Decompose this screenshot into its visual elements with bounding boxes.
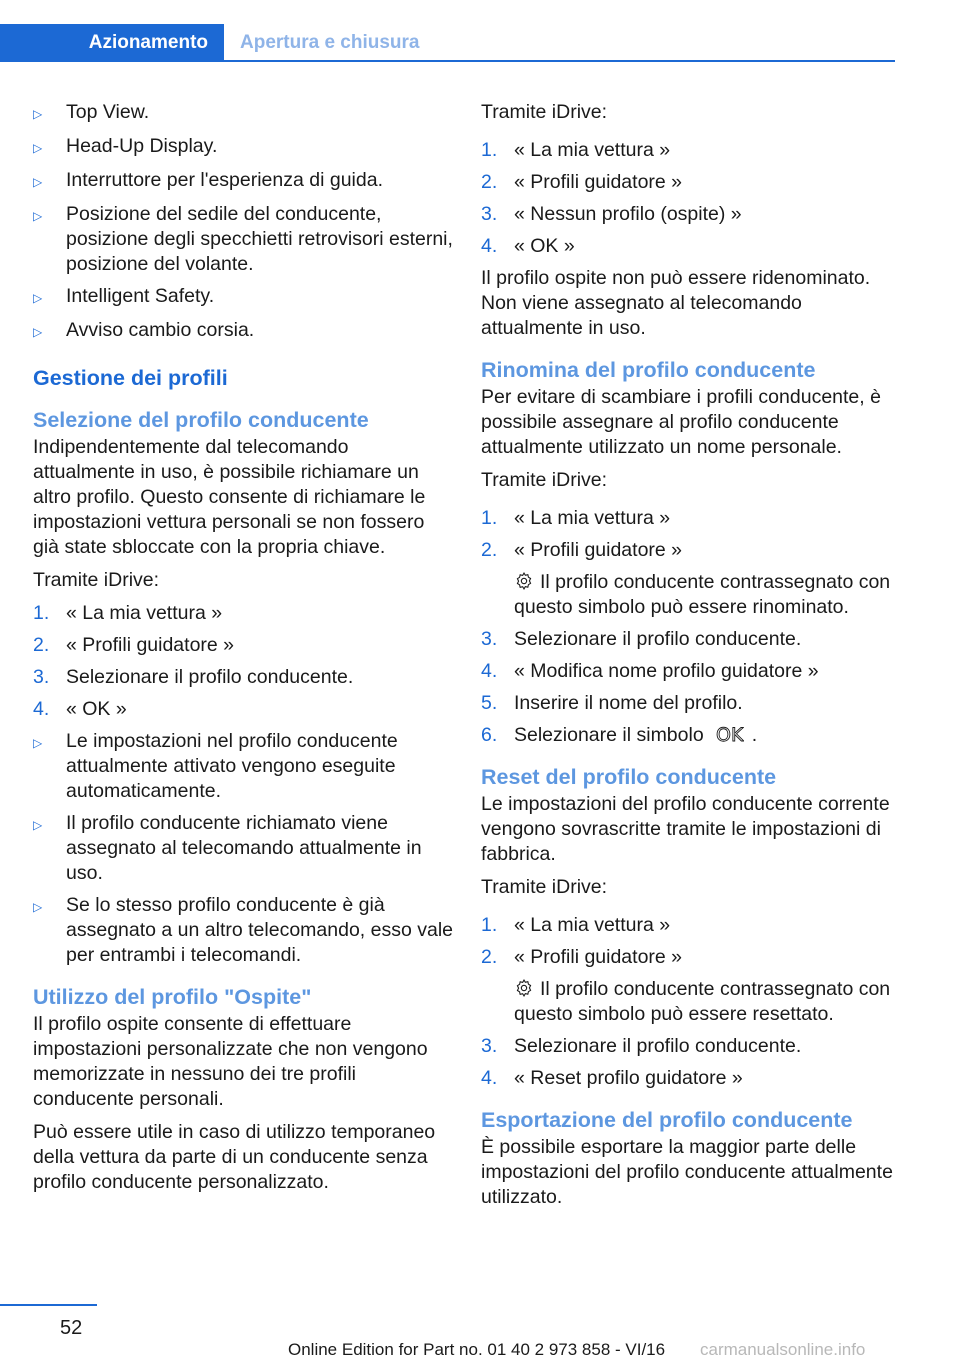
list-item: 2. « Profili guidatore » bbox=[481, 171, 683, 193]
list-item: 1. « La mia vettura » bbox=[481, 139, 671, 161]
paragraph-rinomina: Per evitare di scambiare i profili conducente, è possibile assegnare al profilo conducente attualmente utilizzato un nome personale. bbox=[481, 386, 881, 458]
feature-list bbox=[33, 100, 453, 345]
tramite-idrive-label: Tramite iDrive: bbox=[481, 101, 608, 123]
list-item: 4. « OK » bbox=[33, 698, 127, 720]
gear-icon bbox=[514, 978, 534, 998]
list-item-note: Il profilo conducente contrassegnato con questo simbolo può essere rinominato. bbox=[514, 571, 891, 618]
left-column bbox=[33, 100, 453, 1203]
header-tabs bbox=[0, 24, 895, 62]
paragraph-ospite-note: Il profilo ospite non può essere ridenominato. Non viene assegnato al telecomando attualmente in uso. bbox=[481, 267, 871, 339]
footer-rule bbox=[0, 1304, 97, 1306]
triangle-bullet-icon: ▷ bbox=[33, 818, 43, 832]
triangle-bullet-icon: ▷ bbox=[33, 209, 43, 223]
list-item: 2. « Profili guidatore » bbox=[481, 946, 683, 968]
list-item: 5. Inserire il nome del profilo. bbox=[481, 692, 743, 714]
triangle-bullet-icon: ▷ bbox=[33, 107, 43, 121]
right-column bbox=[481, 100, 901, 1218]
steps-rinomina bbox=[481, 506, 901, 748]
paragraph-ospite-2: Può essere utile in caso di utilizzo temporaneo della vettura da parte di un conducente senza profilo conducente personalizzato. bbox=[33, 1121, 436, 1193]
paragraph-ospite-1: Il profilo ospite consente di effettuare impostazioni personalizzate che non vengono memorizzate in nessuno dei tre profili conducente personali. bbox=[33, 1013, 428, 1110]
triangle-bullet-icon: ▷ bbox=[33, 291, 43, 305]
edition-info: Online Edition for Part no. 01 40 2 973 858 - VI/16 bbox=[288, 1340, 666, 1359]
list-item: 3. Selezionare il profilo conducente. bbox=[33, 666, 354, 688]
header-rule bbox=[0, 60, 895, 62]
list-item: 1. « La mia vettura » bbox=[481, 914, 671, 936]
list-item: 4. « Modifica nome profilo guidatore » bbox=[481, 660, 819, 682]
heading-profilo-ospite: Utilizzo del profilo "Ospite" bbox=[33, 985, 312, 1009]
page-number: 52 bbox=[60, 1317, 83, 1339]
list-item: ▷ Interruttore per l'esperienza di guida. bbox=[33, 168, 453, 195]
heading-rinomina-profilo: Rinomina del profilo conducente bbox=[481, 358, 816, 382]
list-item: 4. « Reset profilo guidatore » bbox=[481, 1067, 743, 1089]
list-item: 1. « La mia vettura » bbox=[33, 602, 223, 624]
steps-reset bbox=[481, 913, 901, 1091]
triangle-bullet-icon: ▷ bbox=[33, 141, 43, 155]
triangle-bullet-icon: ▷ bbox=[33, 175, 43, 189]
list-item: 3. Selezionare il profilo conducente. bbox=[481, 628, 802, 650]
list-item: 6. Selezionare il simbolo OK . bbox=[481, 724, 758, 746]
tramite-idrive-label: Tramite iDrive: bbox=[33, 569, 160, 591]
heading-esportazione-profilo: Esportazione del profilo conducente bbox=[481, 1108, 853, 1132]
list-item: ▷ Posizione del sedile del conducente, posizione degli specchietti retrovisori esterni, posizione del volante. bbox=[33, 203, 453, 275]
watermark: carmanualsonline.info bbox=[700, 1340, 866, 1359]
paragraph-reset: Le impostazioni del profilo conducente corrente vengono sovrascritte tramite le impostazioni di fabbrica. bbox=[481, 793, 890, 865]
tab-azionamento-label: Azionamento bbox=[88, 32, 208, 53]
tramite-idrive-label: Tramite iDrive: bbox=[481, 876, 608, 898]
triangle-bullet-icon: ▷ bbox=[33, 325, 43, 339]
triangle-bullet-icon: ▷ bbox=[33, 736, 43, 750]
list-item-note: Il profilo conducente contrassegnato con questo simbolo può essere resettato. bbox=[514, 978, 891, 1025]
svg-text:OK: OK bbox=[715, 724, 744, 745]
tab-apertura-chiusura[interactable] bbox=[224, 24, 420, 62]
ok-symbol-icon bbox=[714, 723, 744, 745]
triangle-bullet-icon: ▷ bbox=[33, 900, 43, 914]
steps-ospite bbox=[481, 138, 901, 259]
list-item: 3. « Nessun profilo (ospite) » bbox=[481, 203, 742, 225]
heading-gestione-profili: Gestione dei profili bbox=[33, 366, 228, 390]
list-item: ▷ Il profilo conducente richiamato viene assegnato al telecomando attualmente in uso. bbox=[33, 812, 422, 884]
list-item: ▷ Head-Up Display. bbox=[33, 134, 453, 161]
steps-selezione bbox=[33, 601, 453, 722]
list-item: 1. « La mia vettura » bbox=[481, 507, 671, 529]
tramite-idrive-label: Tramite iDrive: bbox=[481, 469, 608, 491]
tab-azionamento[interactable] bbox=[0, 24, 224, 62]
list-item: ▷ Se lo stesso profilo conducente è già assegnato a un altro telecomando, esso vale per entrambi i telecomandi. bbox=[33, 894, 454, 966]
paragraph-esportazione: È possibile esportare la maggior parte delle impostazioni del profilo conducente attualmente utilizzato. bbox=[481, 1136, 893, 1208]
notes-selezione bbox=[33, 729, 453, 968]
list-item: ▷ Le impostazioni nel profilo conducente attualmente attivato vengono eseguite automaticamente. bbox=[33, 730, 398, 802]
list-item: 2. « Profili guidatore » bbox=[33, 634, 235, 656]
tab-apertura-chiusura-label: Apertura e chiusura bbox=[240, 32, 420, 53]
gear-icon bbox=[514, 571, 534, 591]
paragraph-selezione: Indipendentemente dal telecomando attualmente in uso, è possibile richiamare un altro profilo. Questo consente di richiamare le impostazioni vettura personali se non fossero già state sbloccate con la propria chiave. bbox=[33, 436, 426, 558]
list-item: 4. « OK » bbox=[481, 235, 575, 257]
list-item: 3. Selezionare il profilo conducente. bbox=[481, 1035, 802, 1057]
list-item: ▷ Top View. bbox=[33, 100, 453, 127]
list-item: 2. « Profili guidatore » bbox=[481, 539, 683, 561]
heading-reset-profilo: Reset del profilo conducente bbox=[481, 765, 777, 789]
heading-selezione-profilo: Selezione del profilo conducente bbox=[33, 408, 369, 432]
list-item: ▷ Avviso cambio corsia. bbox=[33, 318, 453, 345]
list-item: ▷ Intelligent Safety. bbox=[33, 284, 453, 311]
